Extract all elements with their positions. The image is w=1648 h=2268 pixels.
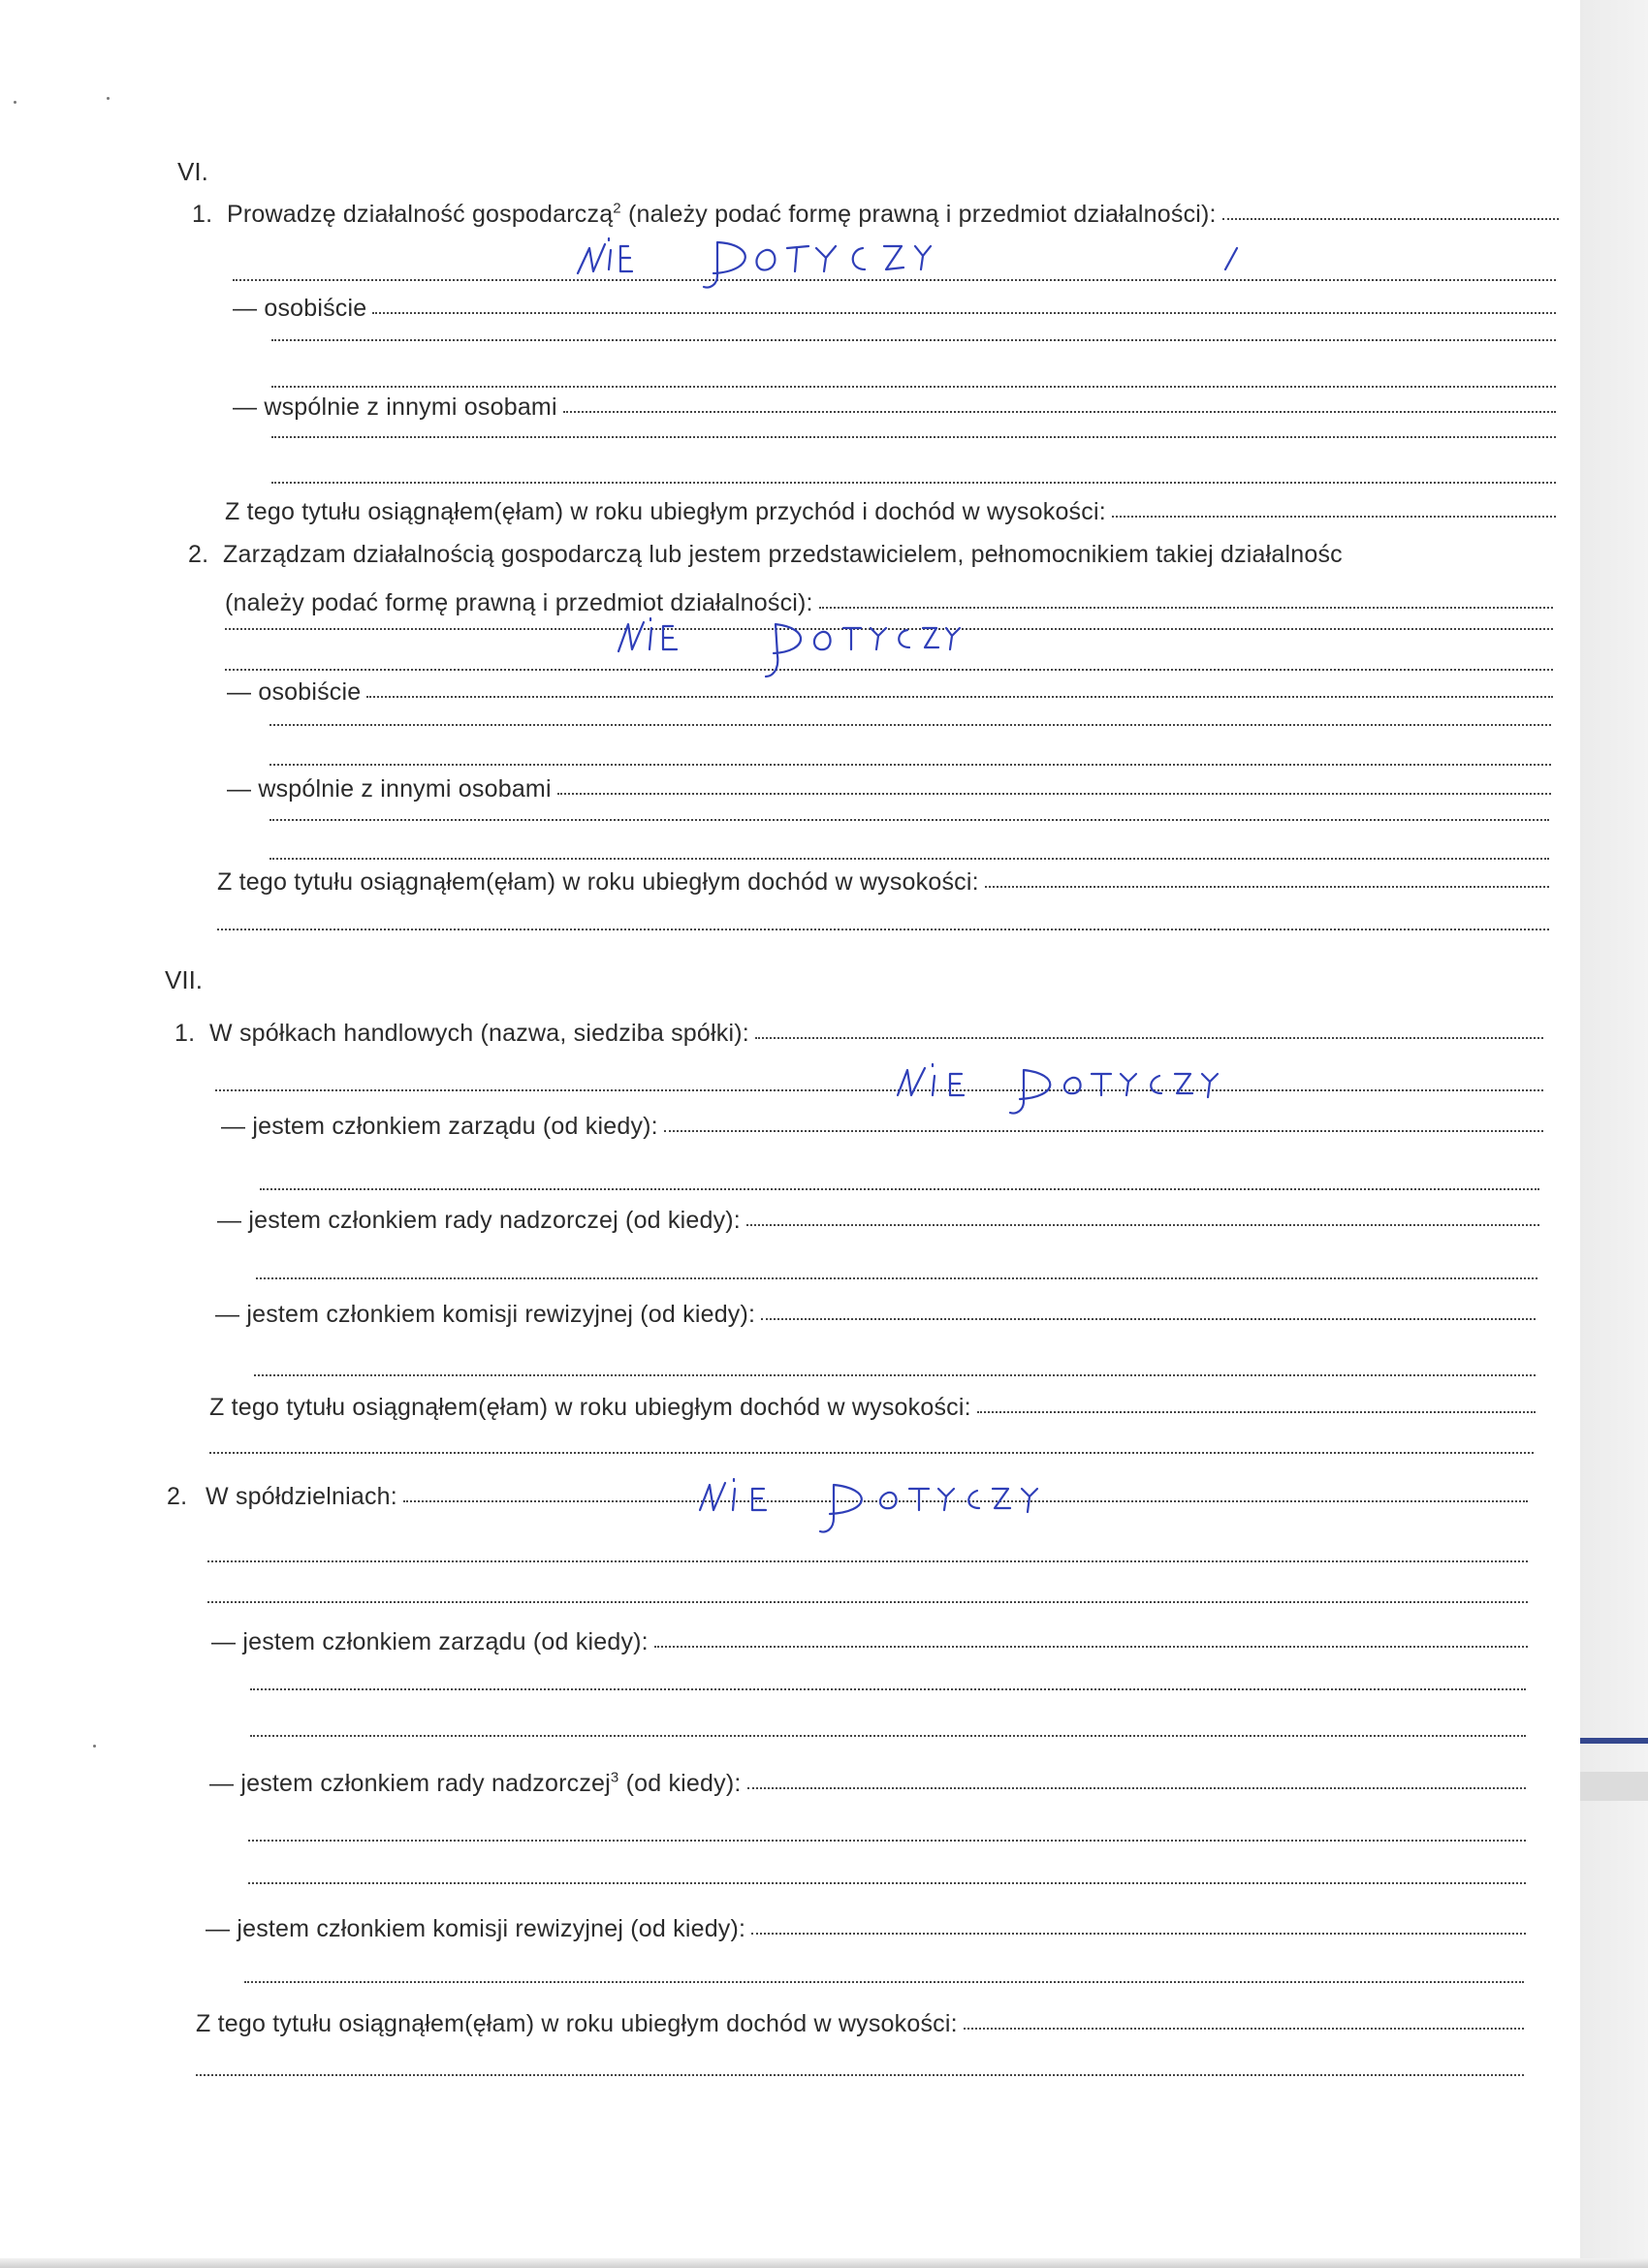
answer-line <box>244 1981 1524 1983</box>
footnote-ref: 2 <box>613 200 621 217</box>
fill-dots <box>985 885 1549 888</box>
scan-speck <box>107 97 110 100</box>
section-heading-vii: VII. <box>165 965 204 994</box>
form-line-income <box>209 1392 1536 1423</box>
section-heading-vi: VI. <box>177 157 208 186</box>
fill-dots <box>366 695 1553 698</box>
fill-dots <box>755 1036 1543 1039</box>
answer-line <box>248 1840 1526 1842</box>
fill-dots <box>372 311 1556 314</box>
form-line-income <box>225 496 1556 527</box>
form-line-audit <box>215 1299 1536 1330</box>
answer-line <box>269 858 1549 860</box>
field-label: — jestem członkiem rady nadzorczej (od kiedy): <box>217 1207 741 1234</box>
answer-line <box>269 819 1549 821</box>
field-label: — wspólnie z innymi osobami <box>233 394 557 421</box>
scan-edge-shadow <box>1580 1772 1648 1801</box>
scan-speck <box>93 1745 96 1748</box>
answer-line <box>248 1882 1526 1884</box>
answer-line <box>271 482 1556 484</box>
form-line-income <box>217 866 1549 898</box>
form-line-business <box>192 199 1559 230</box>
form-line-jointly <box>227 773 1551 804</box>
answer-line <box>271 436 1556 438</box>
answer-line <box>250 1688 1526 1690</box>
answer-line <box>217 929 1549 930</box>
form-line-income <box>196 2008 1524 2039</box>
form-line-management <box>188 539 1555 570</box>
item-number: 1. <box>174 1020 196 1047</box>
answer-line <box>271 386 1556 388</box>
answer-line <box>254 1374 1536 1376</box>
item-text: (należy podać formę prawną i przedmiot działalności): <box>225 589 813 616</box>
fill-dots <box>761 1317 1536 1320</box>
answer-line <box>196 2074 1524 2076</box>
fill-dots <box>751 1932 1526 1935</box>
item-number: 1. <box>192 201 213 228</box>
field-label: Z tego tytułu osiągnąłem(ęłam) w roku ubiegłym przychód i dochód w wysokości: <box>225 498 1106 525</box>
answer-line <box>207 1560 1528 1562</box>
answer-line <box>250 1735 1526 1737</box>
item-text: W spółkach handlowych (nazwa, siedziba spółki): <box>209 1020 749 1047</box>
handwritten-nie-dotyczy <box>601 609 1028 686</box>
fill-dots <box>1112 515 1556 518</box>
answer-line <box>256 1277 1537 1279</box>
handwritten-nie-dotyczy <box>882 1056 1251 1124</box>
field-label: — jestem członkiem komisji rewizyjnej (od kiedy): <box>215 1301 756 1328</box>
item-text: Prowadzę działalność gospodarczą$^2$ (należy podać formę prawną i przedmiot działalności): <box>227 200 1217 228</box>
fill-dots <box>654 1645 1528 1648</box>
form-line-audit <box>206 1913 1526 1944</box>
fill-dots <box>563 410 1556 413</box>
footnote-ref: 3 <box>610 1769 619 1786</box>
field-label: — osobiście <box>233 295 367 322</box>
item-number: 2. <box>188 541 209 568</box>
field-label: Z tego tytułu osiągnąłem(ęłam) w roku ubiegłym dochód w wysokości: <box>217 868 979 896</box>
form-line-supervisory <box>209 1768 1526 1799</box>
field-label: Z tego tytułu osiągnąłem(ęłam) w roku ubiegłym dochód w wysokości: <box>196 2010 958 2037</box>
fill-dots <box>664 1129 1543 1132</box>
fill-dots <box>746 1223 1539 1226</box>
fill-dots <box>964 2027 1524 2030</box>
field-label: — jestem członkiem rady nadzorczej$^3$ (od kiedy): <box>209 1769 742 1797</box>
handwritten-nie-dotyczy <box>688 1471 1134 1549</box>
answer-line <box>209 1452 1534 1454</box>
handwritten-nie-dotyczy <box>572 231 1270 299</box>
field-label: — jestem członkiem zarządu (od kiedy): <box>221 1113 658 1140</box>
answer-line <box>260 1188 1539 1190</box>
answer-line <box>215 1089 1543 1091</box>
item-text: Zarządzam działalnością gospodarczą lub jestem przedstawicielem, pełnomocnikiem takiej działalnośc <box>223 541 1343 568</box>
fill-dots <box>1222 217 1559 220</box>
fill-dots <box>747 1786 1526 1789</box>
form-line-jointly <box>233 392 1556 423</box>
answer-line <box>269 724 1551 726</box>
form-line-companies <box>174 1018 1543 1049</box>
field-label: — jestem członkiem komisji rewizyjnej (od kiedy): <box>206 1915 746 1942</box>
field-label: Z tego tytułu osiągnąłem(ęłam) w roku ubiegłym dochód w wysokości: <box>209 1394 971 1421</box>
field-label: — wspólnie z innymi osobami <box>227 775 552 803</box>
scan-edge <box>1580 0 1648 2268</box>
answer-line <box>269 764 1551 766</box>
item-number: 2. <box>167 1483 188 1510</box>
form-line-board <box>211 1626 1528 1657</box>
field-label: — jestem członkiem zarządu (od kiedy): <box>211 1628 649 1655</box>
answer-line <box>207 1601 1528 1603</box>
form-line-supervisory <box>217 1205 1539 1236</box>
scan-edge-mark <box>1580 1738 1648 1744</box>
fill-dots <box>557 792 1551 795</box>
scan-bottom-edge <box>0 2258 1648 2268</box>
field-label: — osobiście <box>227 678 362 706</box>
scan-speck <box>14 101 16 104</box>
fill-dots <box>977 1410 1536 1413</box>
answer-line <box>271 339 1556 341</box>
item-text: W spółdzielniach: <box>206 1483 397 1510</box>
